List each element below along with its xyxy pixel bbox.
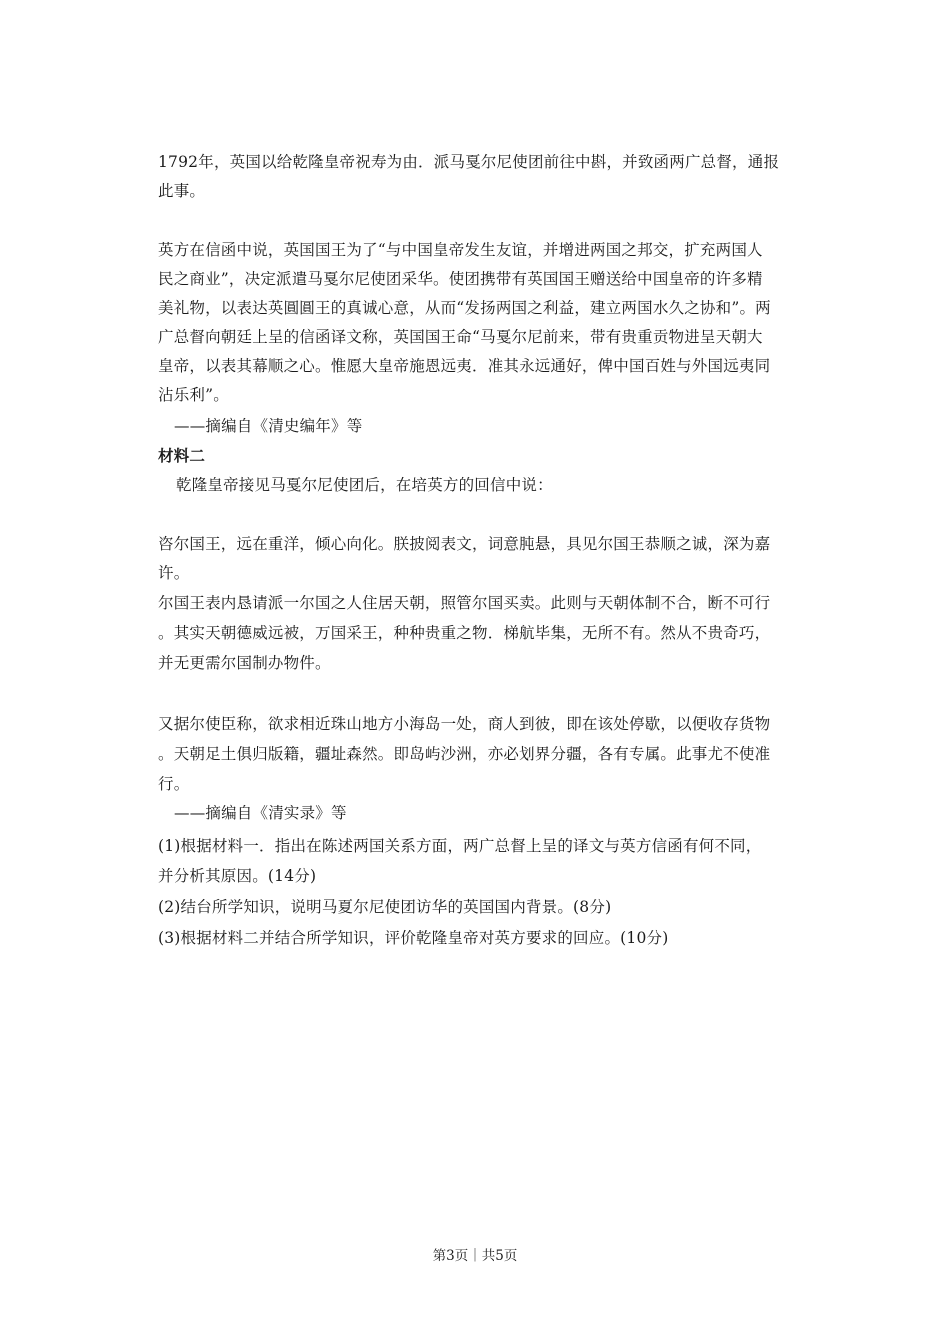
question-1-line-2: 并分析其原因。(14分) [158, 867, 317, 885]
page-footer: 第3页｜共5页 [432, 1248, 518, 1264]
material2-heading: 材料二 [158, 447, 206, 465]
material2-source: ——摘编自《清实录》等 [174, 804, 347, 822]
material1-line-1: 1792年，英国以给乾隆皇帝祝寿为由．派马戛尔尼使团前往中斟，并致函两广总督，通报 [158, 153, 780, 171]
material1-line-3: 英方在信函中说，英国国王为了“与中国皇帝发生友谊，并增进两国之邦交，扩充两国人 [158, 241, 763, 259]
material1-line-8: 沾乐利”。 [158, 386, 229, 404]
question-2: (2)结台所学知识，说明马夏尔尼使团访华的英国国内背景。(8分) [158, 898, 612, 916]
question-3: (3)根据材料二并结合所学知识，评价乾隆皇帝对英方要求的回应。(10分) [158, 929, 669, 947]
material1-line-5: 美礼物，以表达英圓圓王的真诚心意，从而“发扬两国之利益，建立两国水久之协和”。两 [158, 299, 771, 317]
material1-line-2: 此事。 [158, 182, 206, 200]
material1-line-6: 广总督向朝廷上呈的信函译文称，英国国王命“马戛尔尼前来，带有贵重贡物进呈天朝大 [158, 328, 763, 346]
material2-line-1: 咨尔国王，远在重洋，倾心向化。朕披阅表文，词意肫悬，具见尔国王恭顺之诚，深为嘉 [158, 535, 771, 553]
material1-line-4: 民之商业”，决定派遣马戛尔尼使团采华。使团携带有英国国王赠送给中国皇帝的许多精 [158, 270, 763, 288]
material2-line-8: 行。 [158, 775, 190, 793]
material1-source: ——摘编自《清史编年》等 [174, 417, 363, 435]
material2-line-7: 。天朝足土俱归版籍，疆址森然。即岛屿沙洲，亦必划界分疆，各有专属。此事尤不使准 [158, 745, 771, 763]
material2-intro: 乾隆皇帝接见马戛尔尼使团后，在培英方的回信中说： [176, 476, 553, 494]
material2-line-5: 并无更需尔国制办物件。 [158, 654, 331, 672]
material2-line-3: 尔国王表内恳请派一尔国之人住居天朝，照管尔国买卖。此则与天朝体制不合，断不可行 [158, 594, 771, 612]
material2-line-2: 许。 [158, 564, 190, 582]
question-1-line-1: (1)根据材料一．指出在陈述两国关系方面，两广总督上呈的译文与英方信函有何不同， [158, 837, 762, 855]
material2-line-4: 。其实天朝德威远被，万国采王，种种贵重之物．梯航毕集，无所不有。然从不贵奇巧， [158, 624, 771, 642]
material2-line-6: 又据尔使臣称，欲求相近珠山地方小海岛一处，商人到彼，即在该处停歇，以便收存货物 [158, 715, 771, 733]
material1-line-7: 皇帝，以表其幕顺之心。惟愿大皇帝施恩远夷．准其永远通好，俾中国百姓与外国远夷同 [158, 357, 771, 375]
